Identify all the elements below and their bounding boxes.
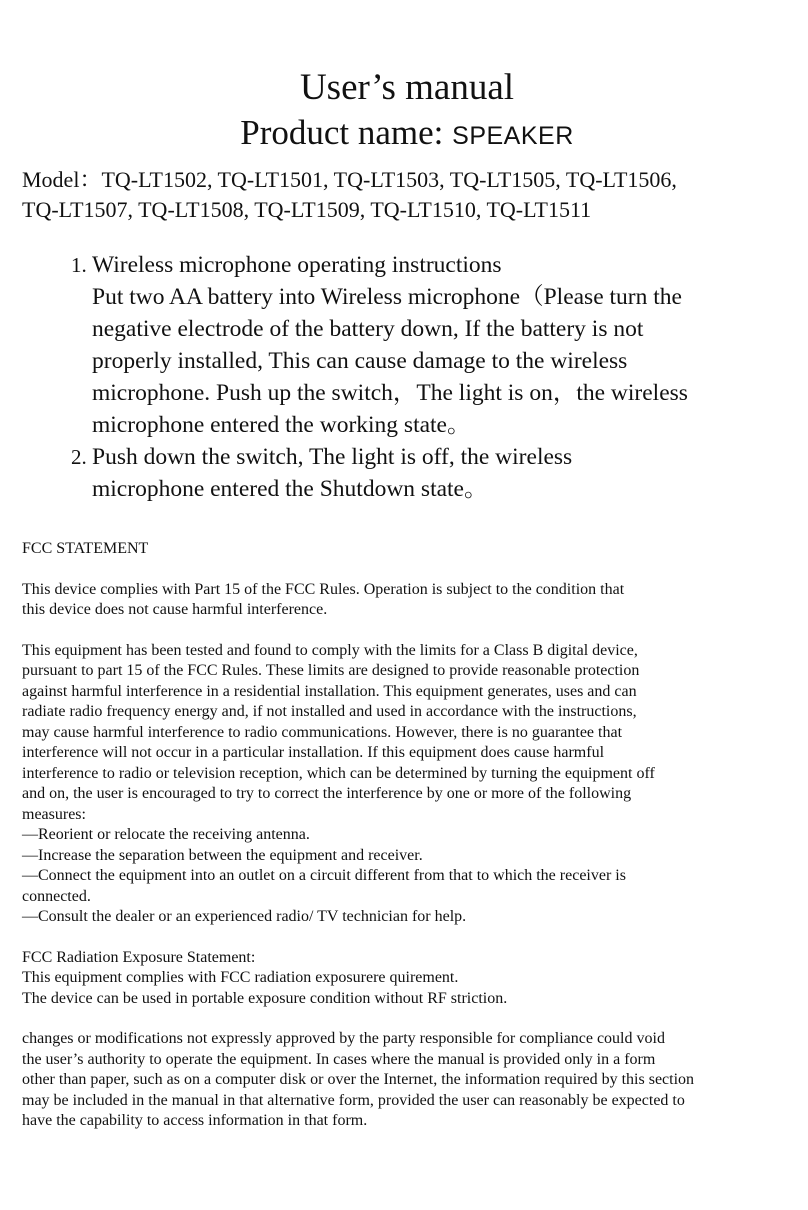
product-value: SPEAKER [452,122,574,150]
text-line: this device does not cause harmful interference. [22,601,328,618]
text-line: against harmful interference in a residential installation. This equipment generates, uses and can [22,682,637,700]
text-line: interference will not occur in a particular installation. If this equipment does cause harmful [22,744,605,761]
instruction-line: Put two AA battery into Wireless microphone（Please turn the [92,284,682,310]
text-line: and on, the user is encouraged to try to correct the interference by one or more of the following [22,785,632,802]
measure-item: —Connect the equipment into an outlet on a circuit different from that to which the receiver is [22,867,626,884]
fcc-heading: FCC STATEMENT [22,540,149,557]
fcc-class-b-paragraph [22,641,792,928]
instruction-line: microphone entered the working state。 [92,412,471,438]
text-line: the user’s authority to operate the equipment. In cases where the manual is provided only in a form [22,1050,656,1068]
instruction-line: 1. Wireless microphone operating instructions [92,252,502,278]
instruction-line: microphone entered the Shutdown state。 [92,476,488,502]
text-line: radiate radio frequency energy and, if not installed and used in accordance with the instructions, [22,703,637,720]
text-line: This equipment complies with FCC radiation exposurere quirement. [22,969,459,986]
product-label: Product name: [240,113,444,152]
text-line: may cause harmful interference to radio communications. However, there is no guarantee that [22,723,623,741]
measure-item: —Increase the separation between the equipment and receiver. [22,846,423,864]
measure-item: —Reorient or relocate the receiving antenna. [22,826,310,843]
product-name [22,110,792,159]
text-line: The device can be used in portable exposure condition without RF striction. [22,989,508,1007]
page-title: User’s manual [299,67,515,108]
text-line: changes or modifications not expressly approved by the party responsible for compliance could void [22,1030,665,1047]
fcc-radiation-paragraph [22,948,792,1010]
text-line: This equipment has been tested and found to comply with the limits for a Class B digital device, [22,641,638,659]
model-list [22,165,792,225]
measure-item: connected. [22,887,91,905]
model-line: TQ-LT1507, TQ-LT1508, TQ-LT1509, TQ-LT1510, TQ-LT1511 [22,197,592,222]
instruction-line: 2. Push down the switch, The light is off, the wireless [92,444,573,470]
text-line: interference to radio or television reception, which can be determined by turning the equipment off [22,764,655,782]
instruction-item [92,441,792,505]
text-line: This device complies with Part 15 of the FCC Rules. Operation is subject to the condition that [22,580,625,598]
model-line: Model：TQ-LT1502, TQ-LT1501, TQ-LT1503, TQ-LT1505, TQ-LT1506, [22,167,677,192]
text-line: FCC Radiation Exposure Statement: [22,948,256,966]
text-line: measures: [22,805,86,823]
instruction-line: negative electrode of the battery down, If the battery is not [92,316,644,342]
text-line: pursuant to part 15 of the FCC Rules. These limits are designed to provide reasonable protection [22,662,640,679]
text-line: other than paper, such as on a computer disk or over the Internet, the information required by this section [22,1071,695,1088]
measure-item: —Consult the dealer or an experienced radio/ TV technician for help. [22,908,467,925]
instruction-list [22,249,792,505]
text-line: have the capability to access information in that form. [22,1112,368,1129]
fcc-changes-paragraph [22,1029,792,1132]
instruction-line: properly installed, This can cause damage to the wireless [92,348,628,374]
manual-page [22,66,792,1132]
instruction-item [92,249,792,441]
instruction-line: microphone. Push up the switch，The light is on，the wireless [92,380,688,406]
fcc-compliance-paragraph [22,580,792,621]
text-line: may be included in the manual in that alternative form, provided the user can reasonably be expected to [22,1091,685,1109]
